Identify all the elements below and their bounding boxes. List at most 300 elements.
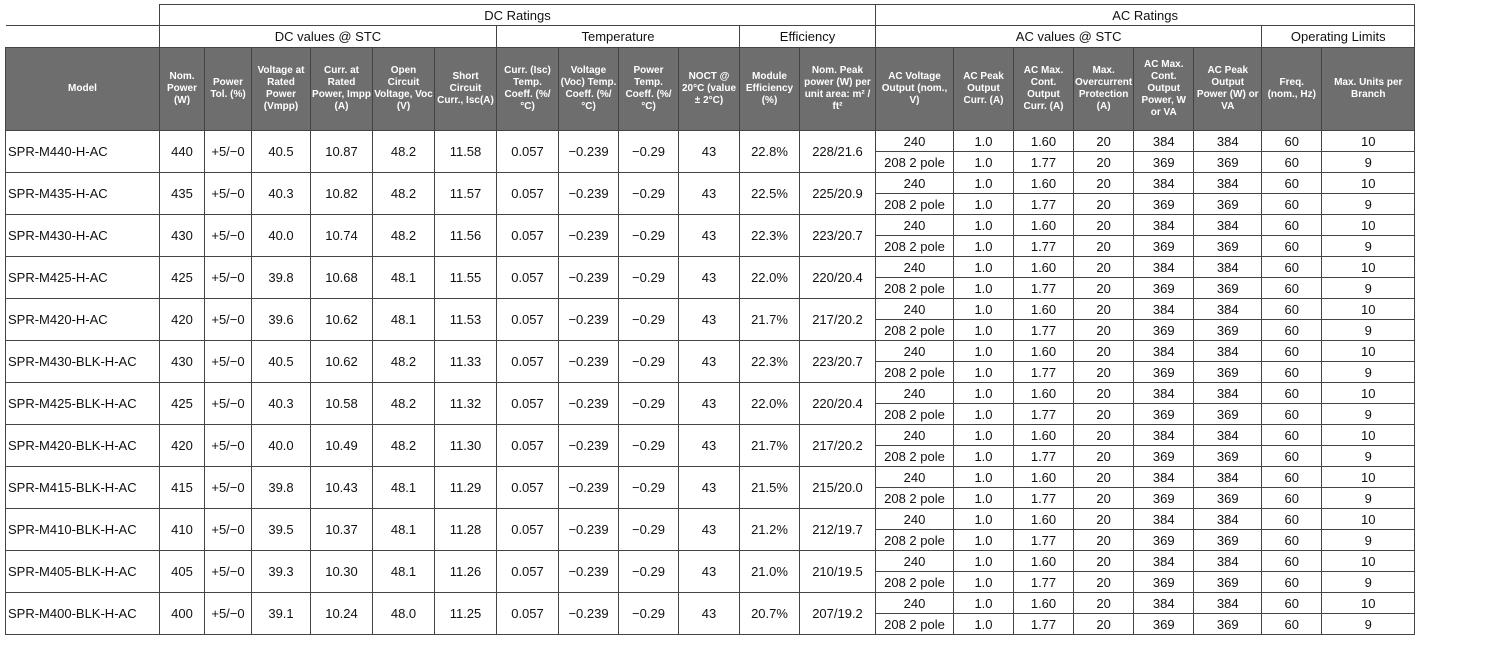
dc-cell-tol: +5/−0 — [205, 131, 252, 173]
ac-cell: 20 — [1074, 530, 1134, 551]
ac-cell: 20 — [1074, 488, 1134, 509]
ac-cell: 60 — [1262, 488, 1322, 509]
ac-cell: 1.0 — [954, 152, 1014, 173]
ac-cell: 369 — [1134, 614, 1194, 635]
dc-cell-voc: 48.2 — [373, 383, 435, 425]
dc-cell-noct: 43 — [679, 257, 740, 299]
ac-cell: 369 — [1194, 320, 1262, 341]
ac-cell: 1.77 — [1014, 614, 1074, 635]
model-cell: SPR-M415-BLK-H-AC — [6, 467, 160, 509]
ac-cell: 240 — [876, 509, 954, 530]
dc-cell-isc_coeff: 0.057 — [497, 509, 559, 551]
temperature-header: Temperature — [497, 26, 740, 48]
ac-cell: 369 — [1194, 614, 1262, 635]
ac-cell: 369 — [1134, 404, 1194, 425]
dc-cell-area: 223/20.7 — [800, 341, 876, 383]
ac-cell: 9 — [1322, 488, 1415, 509]
dc-cell-eff: 21.7% — [740, 425, 800, 467]
ac-cell: 1.0 — [954, 383, 1014, 404]
ac-cell: 1.0 — [954, 446, 1014, 467]
ac-cell: 20 — [1074, 467, 1134, 488]
ac-cell: 1.0 — [954, 551, 1014, 572]
ac-cell: 20 — [1074, 173, 1134, 194]
ac-cell: 60 — [1262, 404, 1322, 425]
ac-cell: 1.0 — [954, 278, 1014, 299]
ac-cell: 384 — [1134, 215, 1194, 236]
model-cell: SPR-M420-BLK-H-AC — [6, 425, 160, 467]
column-header: Voltage at Rated Power (Vmpp) — [252, 48, 311, 131]
dc-cell-power: 420 — [160, 425, 205, 467]
ac-cell: 60 — [1262, 194, 1322, 215]
operating-limits-header: Operating Limits — [1262, 26, 1415, 48]
dc-cell-eff: 20.7% — [740, 593, 800, 635]
dc-cell-eff: 22.3% — [740, 341, 800, 383]
ac-cell: 1.60 — [1014, 299, 1074, 320]
dc-cell-pwr_coeff: −0.29 — [619, 551, 679, 593]
ac-cell: 384 — [1194, 341, 1262, 362]
dc-cell-voc_coeff: −0.239 — [559, 509, 619, 551]
ac-cell: 384 — [1134, 131, 1194, 152]
ac-cell: 369 — [1134, 320, 1194, 341]
ac-cell: 20 — [1074, 425, 1134, 446]
column-header: Power Tol. (%) — [205, 48, 252, 131]
column-header: NOCT @ 20°C (value ± 2°C) — [679, 48, 740, 131]
ac-cell: 60 — [1262, 257, 1322, 278]
table-row — [6, 173, 1415, 194]
ac-cell: 240 — [876, 299, 954, 320]
ac-cell: 10 — [1322, 593, 1415, 614]
dc-cell-tol: +5/−0 — [205, 509, 252, 551]
ac-cell: 10 — [1322, 299, 1415, 320]
dc-cell-pwr_coeff: −0.29 — [619, 467, 679, 509]
ac-cell: 369 — [1194, 446, 1262, 467]
dc-cell-power: 415 — [160, 467, 205, 509]
dc-cell-power: 435 — [160, 173, 205, 215]
ac-cell: 1.0 — [954, 362, 1014, 383]
ac-cell: 240 — [876, 173, 954, 194]
dc-cell-noct: 43 — [679, 215, 740, 257]
dc-cell-vmpp: 39.3 — [252, 551, 311, 593]
ac-cell: 240 — [876, 131, 954, 152]
corner-blank — [6, 5, 160, 26]
ac-cell: 369 — [1194, 530, 1262, 551]
ac-cell: 10 — [1322, 509, 1415, 530]
table-row — [6, 299, 1415, 320]
ac-cell: 1.77 — [1014, 152, 1074, 173]
dc-cell-area: 210/19.5 — [800, 551, 876, 593]
ac-cell: 10 — [1322, 383, 1415, 404]
ac-cell: 384 — [1194, 593, 1262, 614]
dc-cell-voc: 48.1 — [373, 509, 435, 551]
ac-cell: 1.0 — [954, 215, 1014, 236]
dc-cell-isc: 11.56 — [435, 215, 497, 257]
ac-cell: 240 — [876, 341, 954, 362]
ac-cell: 1.0 — [954, 467, 1014, 488]
ac-cell: 9 — [1322, 446, 1415, 467]
ac-cell: 20 — [1074, 509, 1134, 530]
ac-cell: 369 — [1134, 194, 1194, 215]
dc-cell-impp: 10.37 — [311, 509, 373, 551]
ac-cell: 1.0 — [954, 614, 1014, 635]
dc-cell-isc: 11.53 — [435, 299, 497, 341]
ac-cell: 60 — [1262, 593, 1322, 614]
column-header: Model — [6, 48, 160, 131]
dc-cell-vmpp: 39.8 — [252, 467, 311, 509]
dc-cell-voc_coeff: −0.239 — [559, 425, 619, 467]
dc-cell-noct: 43 — [679, 131, 740, 173]
table-row — [6, 593, 1415, 614]
dc-cell-isc: 11.55 — [435, 257, 497, 299]
ac-cell: 1.77 — [1014, 446, 1074, 467]
ac-cell: 9 — [1322, 404, 1415, 425]
ac-cell: 1.0 — [954, 341, 1014, 362]
dc-cell-isc_coeff: 0.057 — [497, 593, 559, 635]
dc-cell-eff: 22.0% — [740, 257, 800, 299]
dc-cell-area: 228/21.6 — [800, 131, 876, 173]
dc-cell-vmpp: 40.3 — [252, 173, 311, 215]
ac-cell: 240 — [876, 383, 954, 404]
dc-cell-power: 400 — [160, 593, 205, 635]
dc-cell-vmpp: 40.0 — [252, 215, 311, 257]
ac-cell: 9 — [1322, 530, 1415, 551]
ac-cell: 384 — [1134, 257, 1194, 278]
column-header: Open Circuit Voltage, Voc (V) — [373, 48, 435, 131]
ac-cell: 20 — [1074, 551, 1134, 572]
column-header: AC Max. Cont. Output Power, W or VA — [1134, 48, 1194, 131]
ac-cell: 1.77 — [1014, 572, 1074, 593]
dc-cell-voc_coeff: −0.239 — [559, 173, 619, 215]
column-header: AC Peak Output Curr. (A) — [954, 48, 1014, 131]
ac-cell: 20 — [1074, 404, 1134, 425]
dc-cell-impp: 10.58 — [311, 383, 373, 425]
ac-cell: 1.60 — [1014, 341, 1074, 362]
ac-cell: 10 — [1322, 425, 1415, 446]
ac-cell: 1.0 — [954, 509, 1014, 530]
dc-values-header: DC values @ STC — [160, 26, 497, 48]
ac-cell: 208 2 pole — [876, 530, 954, 551]
dc-cell-isc: 11.58 — [435, 131, 497, 173]
ac-cell: 384 — [1134, 467, 1194, 488]
dc-cell-pwr_coeff: −0.29 — [619, 383, 679, 425]
dc-cell-pwr_coeff: −0.29 — [619, 509, 679, 551]
model-cell: SPR-M420-H-AC — [6, 299, 160, 341]
ac-cell: 384 — [1134, 509, 1194, 530]
dc-cell-voc: 48.0 — [373, 593, 435, 635]
dc-cell-tol: +5/−0 — [205, 341, 252, 383]
column-header: Max. Units per Branch — [1322, 48, 1415, 131]
ac-cell: 60 — [1262, 425, 1322, 446]
ac-cell: 20 — [1074, 215, 1134, 236]
dc-cell-power: 425 — [160, 383, 205, 425]
ac-cell: 1.0 — [954, 299, 1014, 320]
ac-cell: 384 — [1194, 551, 1262, 572]
ac-cell: 60 — [1262, 341, 1322, 362]
ac-cell: 369 — [1194, 152, 1262, 173]
ac-cell: 60 — [1262, 467, 1322, 488]
ac-cell: 1.0 — [954, 131, 1014, 152]
ac-cell: 369 — [1194, 194, 1262, 215]
ac-cell: 1.0 — [954, 194, 1014, 215]
ac-cell: 208 2 pole — [876, 278, 954, 299]
dc-cell-vmpp: 39.1 — [252, 593, 311, 635]
ac-cell: 1.77 — [1014, 362, 1074, 383]
ac-cell: 1.77 — [1014, 278, 1074, 299]
dc-cell-isc_coeff: 0.057 — [497, 131, 559, 173]
dc-cell-tol: +5/−0 — [205, 257, 252, 299]
table-body — [6, 131, 1415, 635]
dc-cell-power: 410 — [160, 509, 205, 551]
dc-cell-noct: 43 — [679, 383, 740, 425]
ac-cell: 60 — [1262, 509, 1322, 530]
ac-cell: 20 — [1074, 341, 1134, 362]
ac-cell: 1.60 — [1014, 425, 1074, 446]
dc-cell-noct: 43 — [679, 173, 740, 215]
ac-cell: 20 — [1074, 383, 1134, 404]
ac-cell: 60 — [1262, 215, 1322, 236]
ac-cell: 208 2 pole — [876, 404, 954, 425]
ac-cell: 208 2 pole — [876, 194, 954, 215]
dc-cell-vmpp: 40.5 — [252, 131, 311, 173]
dc-cell-isc_coeff: 0.057 — [497, 257, 559, 299]
dc-cell-voc: 48.2 — [373, 173, 435, 215]
dc-cell-vmpp: 40.3 — [252, 383, 311, 425]
ac-cell: 384 — [1194, 509, 1262, 530]
dc-cell-area: 207/19.2 — [800, 593, 876, 635]
dc-cell-noct: 43 — [679, 551, 740, 593]
dc-cell-vmpp: 40.0 — [252, 425, 311, 467]
dc-cell-noct: 43 — [679, 509, 740, 551]
ac-values-header: AC values @ STC — [876, 26, 1262, 48]
dc-cell-tol: +5/−0 — [205, 551, 252, 593]
dc-cell-voc_coeff: −0.239 — [559, 593, 619, 635]
dc-cell-pwr_coeff: −0.29 — [619, 173, 679, 215]
dc-cell-eff: 22.8% — [740, 131, 800, 173]
ac-cell: 240 — [876, 425, 954, 446]
ac-cell: 369 — [1134, 488, 1194, 509]
dc-cell-isc: 11.30 — [435, 425, 497, 467]
dc-cell-isc_coeff: 0.057 — [497, 383, 559, 425]
ac-cell: 60 — [1262, 362, 1322, 383]
ac-cell: 369 — [1194, 278, 1262, 299]
ac-cell: 1.0 — [954, 236, 1014, 257]
ac-cell: 10 — [1322, 467, 1415, 488]
dc-cell-pwr_coeff: −0.29 — [619, 299, 679, 341]
dc-cell-tol: +5/−0 — [205, 299, 252, 341]
ac-cell: 1.60 — [1014, 173, 1074, 194]
ac-cell: 9 — [1322, 614, 1415, 635]
dc-cell-voc: 48.1 — [373, 257, 435, 299]
dc-cell-isc_coeff: 0.057 — [497, 425, 559, 467]
column-header: AC Voltage Output (nom., V) — [876, 48, 954, 131]
ac-cell: 208 2 pole — [876, 488, 954, 509]
dc-cell-noct: 43 — [679, 425, 740, 467]
dc-cell-voc: 48.2 — [373, 131, 435, 173]
column-header: Curr. at Rated Power, Impp (A) — [311, 48, 373, 131]
dc-cell-vmpp: 39.8 — [252, 257, 311, 299]
dc-cell-tol: +5/−0 — [205, 173, 252, 215]
ac-cell: 9 — [1322, 278, 1415, 299]
ac-cell: 384 — [1134, 551, 1194, 572]
dc-cell-voc_coeff: −0.239 — [559, 215, 619, 257]
dc-cell-power: 420 — [160, 299, 205, 341]
dc-cell-pwr_coeff: −0.29 — [619, 593, 679, 635]
dc-cell-impp: 10.82 — [311, 173, 373, 215]
dc-cell-area: 217/20.2 — [800, 425, 876, 467]
ac-cell: 208 2 pole — [876, 236, 954, 257]
dc-cell-impp: 10.62 — [311, 299, 373, 341]
ac-cell: 384 — [1134, 383, 1194, 404]
ac-cell: 1.0 — [954, 572, 1014, 593]
dc-cell-vmpp: 39.6 — [252, 299, 311, 341]
ac-ratings-header: AC Ratings — [876, 5, 1415, 26]
table-row — [6, 467, 1415, 488]
dc-cell-tol: +5/−0 — [205, 215, 252, 257]
dc-cell-eff: 21.2% — [740, 509, 800, 551]
dc-cell-voc_coeff: −0.239 — [559, 299, 619, 341]
dc-cell-power: 430 — [160, 341, 205, 383]
model-cell: SPR-M430-BLK-H-AC — [6, 341, 160, 383]
dc-cell-eff: 21.0% — [740, 551, 800, 593]
ac-cell: 20 — [1074, 572, 1134, 593]
ac-cell: 384 — [1134, 341, 1194, 362]
dc-cell-voc_coeff: −0.239 — [559, 551, 619, 593]
model-cell: SPR-M405-BLK-H-AC — [6, 551, 160, 593]
ac-cell: 1.0 — [954, 488, 1014, 509]
ac-cell: 208 2 pole — [876, 152, 954, 173]
table-row — [6, 425, 1415, 446]
table-row — [6, 257, 1415, 278]
dc-cell-noct: 43 — [679, 341, 740, 383]
ac-cell: 369 — [1194, 572, 1262, 593]
dc-cell-isc_coeff: 0.057 — [497, 341, 559, 383]
dc-cell-eff: 22.0% — [740, 383, 800, 425]
dc-cell-isc: 11.33 — [435, 341, 497, 383]
ac-cell: 60 — [1262, 572, 1322, 593]
ac-cell: 9 — [1322, 194, 1415, 215]
dc-cell-isc: 11.32 — [435, 383, 497, 425]
dc-cell-impp: 10.62 — [311, 341, 373, 383]
ac-cell: 369 — [1134, 572, 1194, 593]
ac-cell: 1.77 — [1014, 488, 1074, 509]
dc-cell-voc: 48.1 — [373, 467, 435, 509]
dc-cell-area: 217/20.2 — [800, 299, 876, 341]
ac-cell: 10 — [1322, 341, 1415, 362]
dc-cell-power: 425 — [160, 257, 205, 299]
ac-cell: 384 — [1194, 467, 1262, 488]
dc-cell-voc: 48.2 — [373, 341, 435, 383]
table-row — [6, 551, 1415, 572]
dc-cell-isc: 11.29 — [435, 467, 497, 509]
ac-cell: 240 — [876, 593, 954, 614]
ac-cell: 384 — [1194, 383, 1262, 404]
ac-cell: 10 — [1322, 173, 1415, 194]
ac-cell: 60 — [1262, 299, 1322, 320]
ac-cell: 10 — [1322, 215, 1415, 236]
dc-cell-isc_coeff: 0.057 — [497, 299, 559, 341]
dc-cell-voc_coeff: −0.239 — [559, 131, 619, 173]
ac-cell: 9 — [1322, 152, 1415, 173]
ac-cell: 369 — [1134, 530, 1194, 551]
dc-cell-area: 220/20.4 — [800, 257, 876, 299]
dc-cell-voc_coeff: −0.239 — [559, 467, 619, 509]
ac-cell: 369 — [1194, 236, 1262, 257]
ac-cell: 20 — [1074, 194, 1134, 215]
model-cell: SPR-M425-H-AC — [6, 257, 160, 299]
dc-cell-voc: 48.1 — [373, 299, 435, 341]
dc-cell-noct: 43 — [679, 467, 740, 509]
table-row — [6, 509, 1415, 530]
column-header: Voltage (Voc) Temp. Coeff. (%/°C) — [559, 48, 619, 131]
column-header: Power Temp. Coeff. (%/°C) — [619, 48, 679, 131]
ac-cell: 240 — [876, 551, 954, 572]
column-header: Nom. Power (W) — [160, 48, 205, 131]
dc-cell-pwr_coeff: −0.29 — [619, 257, 679, 299]
ac-cell: 60 — [1262, 530, 1322, 551]
ac-cell: 60 — [1262, 131, 1322, 152]
dc-cell-area: 220/20.4 — [800, 383, 876, 425]
ac-cell: 60 — [1262, 551, 1322, 572]
ac-cell: 369 — [1194, 404, 1262, 425]
ac-cell: 384 — [1194, 299, 1262, 320]
spec-table — [5, 4, 1415, 635]
column-header: AC Max. Cont. Output Curr. (A) — [1014, 48, 1074, 131]
ac-cell: 9 — [1322, 236, 1415, 257]
ac-cell: 60 — [1262, 320, 1322, 341]
dc-cell-vmpp: 40.5 — [252, 341, 311, 383]
ac-cell: 369 — [1134, 278, 1194, 299]
ac-cell: 10 — [1322, 257, 1415, 278]
ac-cell: 240 — [876, 215, 954, 236]
ac-cell: 1.60 — [1014, 467, 1074, 488]
ac-cell: 1.60 — [1014, 131, 1074, 152]
ac-cell: 20 — [1074, 299, 1134, 320]
ac-cell: 20 — [1074, 236, 1134, 257]
ac-cell: 60 — [1262, 383, 1322, 404]
dc-cell-isc: 11.57 — [435, 173, 497, 215]
ac-cell: 384 — [1194, 215, 1262, 236]
ac-cell: 208 2 pole — [876, 572, 954, 593]
ac-cell: 369 — [1194, 488, 1262, 509]
dc-cell-tol: +5/−0 — [205, 425, 252, 467]
dc-cell-eff: 21.7% — [740, 299, 800, 341]
dc-cell-voc: 48.2 — [373, 215, 435, 257]
table-row — [6, 341, 1415, 362]
ac-cell: 60 — [1262, 278, 1322, 299]
ac-cell: 20 — [1074, 278, 1134, 299]
ac-cell: 1.0 — [954, 425, 1014, 446]
ac-cell: 20 — [1074, 362, 1134, 383]
dc-cell-pwr_coeff: −0.29 — [619, 341, 679, 383]
dc-cell-power: 405 — [160, 551, 205, 593]
dc-cell-isc: 11.26 — [435, 551, 497, 593]
ac-cell: 9 — [1322, 362, 1415, 383]
dc-cell-area: 223/20.7 — [800, 215, 876, 257]
column-header: Short Circuit Curr., Isc(A) — [435, 48, 497, 131]
ac-cell: 20 — [1074, 446, 1134, 467]
ac-cell: 1.77 — [1014, 194, 1074, 215]
ac-cell: 240 — [876, 257, 954, 278]
dc-cell-impp: 10.49 — [311, 425, 373, 467]
efficiency-header: Efficiency — [740, 26, 876, 48]
dc-cell-impp: 10.87 — [311, 131, 373, 173]
dc-cell-tol: +5/−0 — [205, 383, 252, 425]
ac-cell: 1.77 — [1014, 236, 1074, 257]
ac-cell: 369 — [1134, 446, 1194, 467]
ac-cell: 20 — [1074, 320, 1134, 341]
dc-cell-isc_coeff: 0.057 — [497, 551, 559, 593]
model-cell: SPR-M410-BLK-H-AC — [6, 509, 160, 551]
dc-cell-tol: +5/−0 — [205, 593, 252, 635]
